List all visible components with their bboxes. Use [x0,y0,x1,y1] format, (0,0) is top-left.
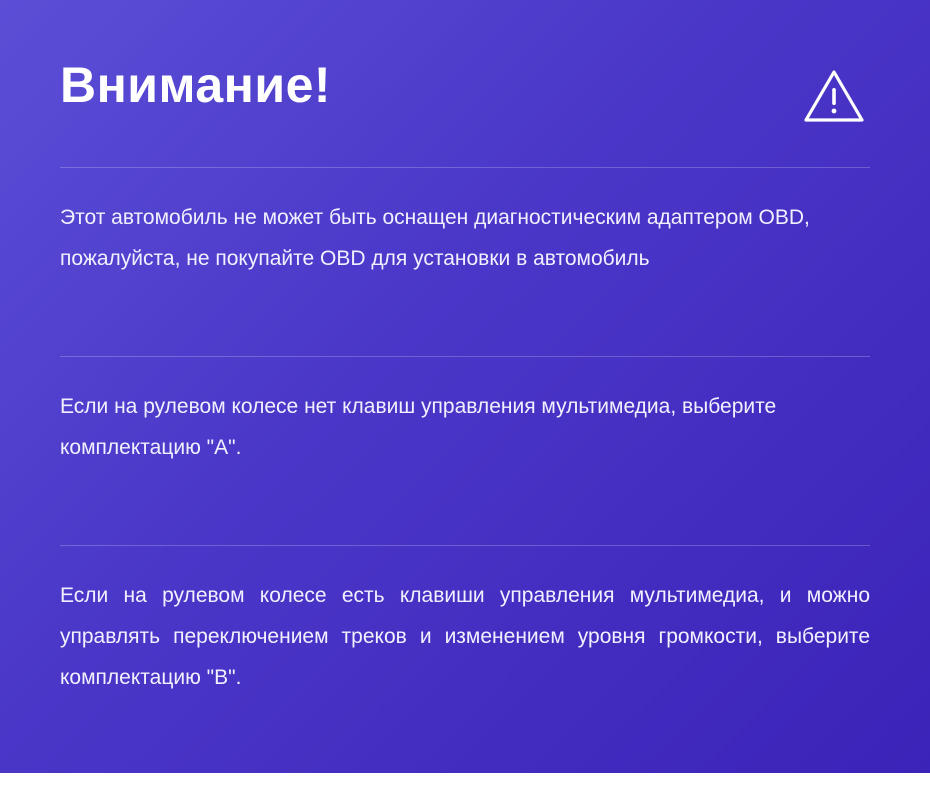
section-obd-notice-text: Этот автомобиль не может быть оснащен диагностическим адаптером OBD, пожалуйста, не покупайте OBD для установки в автомобиль [60,206,810,270]
section-variant-b-notice-text: Если на рулевом колесе есть клавиши управления мультимедиа, и можно управлять переключением треков и изменением уровня громкости, выберите комплектацию "B". [60,583,870,689]
page-title: Внимание! [60,57,332,113]
spacer-2 [60,469,870,509]
section-variant-b-notice [60,546,870,699]
section-variant-a-notice [60,357,870,469]
spacer-1 [60,280,870,320]
warning-triangle-icon [802,66,866,131]
section-variant-a-notice-text: Если на рулевом колесе нет клавиш управления мультимедиа, выберите комплектацию "A". [60,394,777,459]
section-obd-notice [60,168,870,280]
card-header [60,58,870,131]
